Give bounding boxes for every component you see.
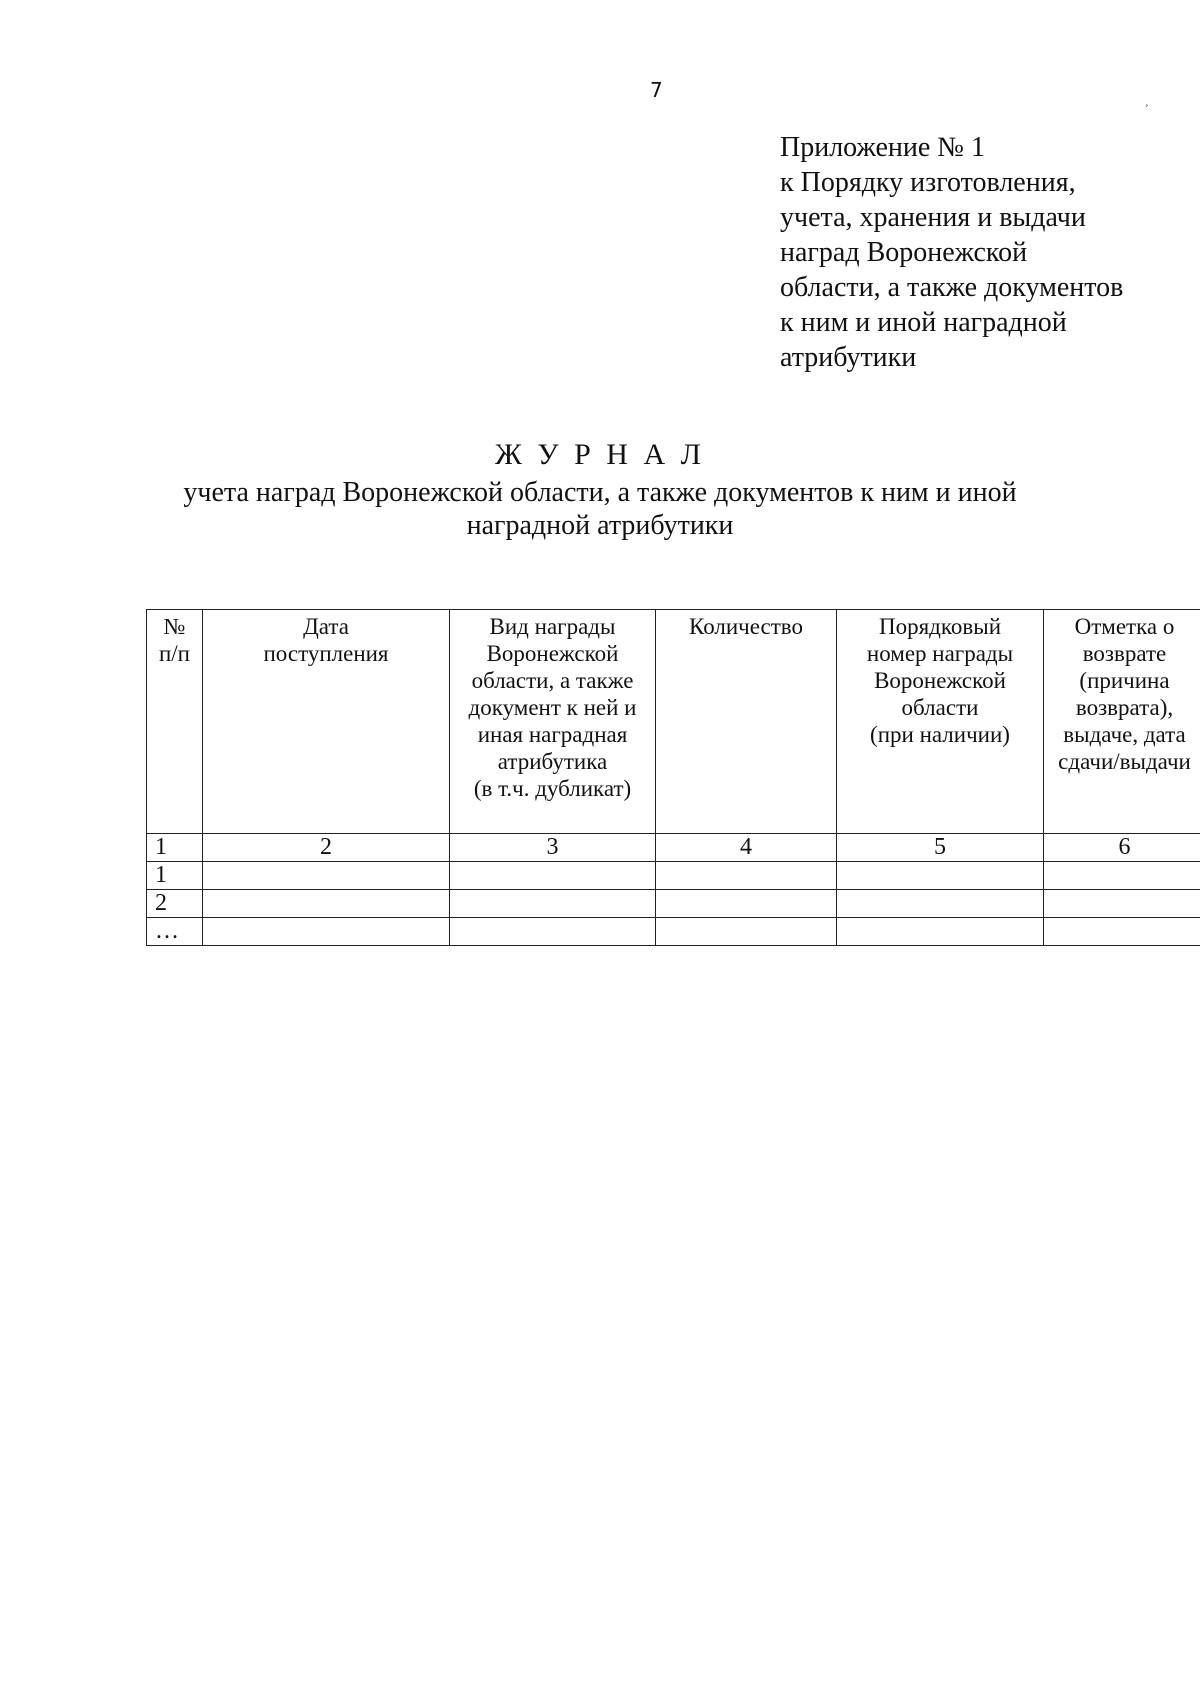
table-cell[interactable]: [203, 890, 450, 918]
column-number-cell: 6: [1044, 834, 1200, 862]
journal-subtitle-line: наградной атрибутики: [466, 510, 734, 541]
table-cell[interactable]: [837, 918, 1044, 946]
table-cell[interactable]: [837, 862, 1044, 890]
page-number: 7: [650, 78, 663, 102]
header-text: атрибутика: [497, 749, 608, 774]
header-text: (в т.ч. дубликат): [473, 776, 632, 801]
table-cell[interactable]: [656, 862, 837, 890]
table-cell[interactable]: [1044, 862, 1200, 890]
header-text: возврата),: [1075, 695, 1174, 720]
header-text: Дата: [303, 614, 349, 639]
header-text: (причина: [1079, 668, 1170, 693]
header-text: выдаче, дата: [1063, 722, 1186, 747]
header-text: номер награды: [866, 641, 1014, 666]
header-text: Отметка о: [1074, 614, 1175, 639]
header-text: возврате: [1082, 641, 1167, 666]
header-text: Воронежской: [874, 668, 1006, 693]
table-cell[interactable]: 2: [147, 890, 203, 918]
header-text: иная наградная: [477, 722, 628, 747]
column-number-cell: 2: [203, 834, 450, 862]
table-row: [147, 918, 1200, 946]
table-cell[interactable]: [450, 862, 656, 890]
column-number-cell: 4: [656, 834, 837, 862]
table-cell[interactable]: [203, 918, 450, 946]
header-text: Количество: [689, 614, 803, 639]
header-cell-serial-number: [837, 610, 1044, 834]
header-text: области: [901, 695, 979, 720]
table-header-row: [147, 610, 1200, 834]
header-text: Воронежской: [486, 641, 619, 666]
column-number-cell: 3: [450, 834, 656, 862]
header-text: сдачи/выдачи: [1058, 749, 1191, 774]
table-cell[interactable]: [203, 862, 450, 890]
journal-table: [146, 609, 1200, 946]
table-cell[interactable]: [450, 890, 656, 918]
table-cell[interactable]: 1: [147, 862, 203, 890]
journal-subtitle-line: учета наград Воронежской области, а также документов к ним и иной: [183, 477, 1017, 508]
journal-subtitle: [0, 476, 1200, 542]
header-cell-date: [203, 610, 450, 834]
appendix-line: учета, хранения и выдачи: [780, 202, 1086, 233]
header-cell-quantity: [656, 610, 837, 834]
header-text: Вид награды: [489, 614, 616, 639]
table-cell[interactable]: [656, 918, 837, 946]
header-text: области, а также: [471, 668, 634, 693]
appendix-line: к Порядку изготовления,: [780, 167, 1076, 198]
appendix-line: наград Воронежской: [780, 237, 1028, 268]
column-number-cell: 5: [837, 834, 1044, 862]
appendix-line: области, а также документов: [780, 272, 1124, 303]
appendix-block: [780, 130, 1160, 375]
scan-mark: ¸: [1145, 96, 1149, 107]
header-text: Порядковый: [878, 614, 1002, 639]
table-cell[interactable]: …: [147, 918, 203, 946]
table-cell[interactable]: [1044, 918, 1200, 946]
header-text: №: [163, 614, 186, 639]
table-cell[interactable]: [837, 890, 1044, 918]
header-text: документ к ней и: [468, 695, 637, 720]
appendix-line: к ним и иной наградной: [780, 307, 1067, 338]
table-cell[interactable]: [450, 918, 656, 946]
journal-title: Ж У Р Н А Л: [495, 438, 705, 471]
table-row: [147, 890, 1200, 918]
header-cell-award-type: [450, 610, 656, 834]
column-number-cell: 1: [147, 834, 203, 862]
appendix-line: Приложение № 1: [780, 132, 985, 163]
header-cell-number: [147, 610, 203, 834]
header-text: п/п: [158, 641, 190, 666]
table-cell[interactable]: [656, 890, 837, 918]
header-text: (при наличии): [870, 722, 1010, 747]
table-row: [147, 862, 1200, 890]
table-cell[interactable]: [1044, 890, 1200, 918]
header-cell-return-note: [1044, 610, 1200, 834]
column-number-row: [147, 834, 1200, 862]
header-text: поступления: [263, 641, 389, 666]
appendix-line: атрибутики: [780, 342, 917, 373]
